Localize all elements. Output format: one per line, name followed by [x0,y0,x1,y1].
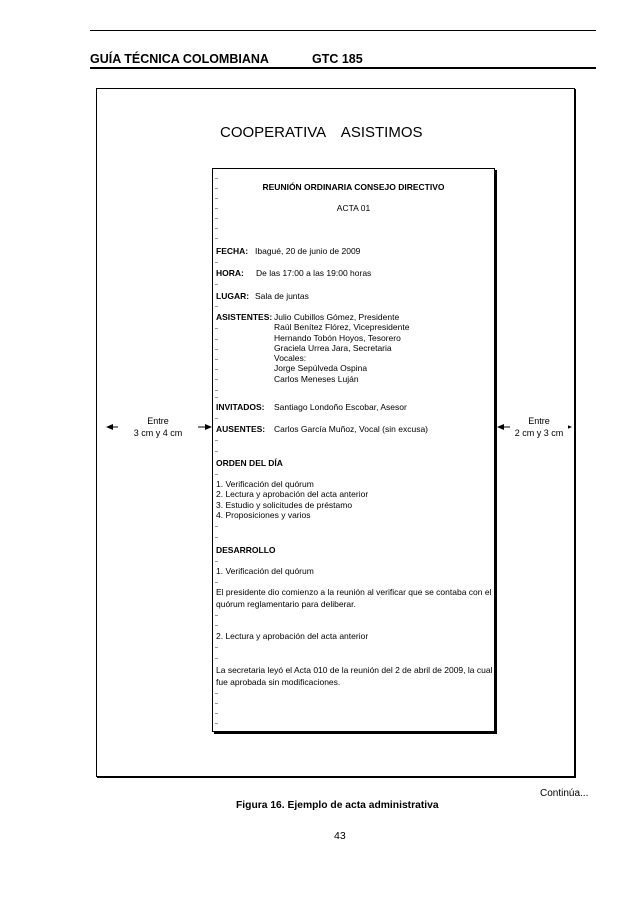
blank-line-marker [215,451,218,452]
blank-line-marker [215,188,218,189]
guide-code: GTC 185 [312,52,363,66]
header-bottom-rule [90,67,596,69]
desarrollo-section-title: 1. Verificación del quórum [216,566,314,576]
right-margin-label-line2: 2 cm y 3 cm [514,428,564,438]
blank-line-marker [215,526,218,527]
blank-line-marker [215,379,218,380]
asistente-item: Vocales: [274,353,307,364]
blank-line-marker [215,284,218,285]
blank-line-marker [215,418,218,419]
blank-line-marker [215,582,218,583]
blank-line-marker [215,703,218,704]
blank-line-marker [215,228,218,229]
blank-line-marker [215,369,218,370]
blank-line-marker [215,359,218,360]
blank-line-marker [215,658,218,659]
hora-value: De las 17:00 a las 19:00 horas [256,268,372,278]
paragraph-line: La secretaria leyó el Acta 010 de la reunión del 2 de abril de 2009, la cual [216,665,493,675]
blank-line-marker [215,615,218,616]
desarrollo-section-title: 2. Lectura y aprobación del acta anterior [216,631,369,641]
agenda-item: 1. Verificación del quórum [216,479,314,489]
hora-label: HORA: [216,268,244,278]
blank-line-marker [215,262,218,263]
blank-line-marker [215,218,218,219]
left-margin-label-line1: Entre [147,416,169,426]
blank-line-marker [215,198,218,199]
invitados-value: Santiago Londoño Escobar, Asesor [274,402,407,412]
left-margin-label [118,415,198,439]
left-margin-label-line2: 3 cm y 4 cm [133,428,183,438]
paragraph-line: quórum reglamentario para deliberar. [216,599,356,609]
blank-line-marker [215,339,218,340]
continues-note: Continúa... [540,788,589,799]
right-margin-label [510,415,568,439]
blank-line-marker [215,397,218,398]
paragraph-line: El presidente dio comienzo a la reunión al verificar que se contaba con el [216,587,492,597]
ausentes-value: Carlos García Muñoz, Vocal (sin excusa) [274,424,429,434]
orden-del-dia-list [216,479,368,521]
asistente-item: Carlos Meneses Luján [274,373,359,384]
guide-title: GUÍA TÉCNICA COLOMBIANA [90,52,269,66]
lugar-label: LUGAR: [216,291,250,301]
desarrollo-section-paragraph [216,664,492,688]
orden-del-dia-heading: ORDEN DEL DÍA [216,458,283,468]
right-margin-label-line1: Entre [528,416,550,426]
acta-document [212,168,495,732]
acta-number: ACTA 01 [336,203,371,213]
paragraph-line: fue aprobada sin modificaciones. [216,677,341,687]
agenda-item: 4. Proposiciones y varios [216,510,311,521]
asistente-item: Hernando Tobón Hoyos, Tesorero [274,332,401,343]
blank-line-marker [215,625,218,626]
blank-line-marker [215,390,218,391]
invitados-label: INVITADOS: [216,402,265,412]
ausentes-label: AUSENTES: [216,424,266,434]
fecha-value: Ibagué, 20 de junio de 2009 [255,246,361,256]
header-top-rule [90,30,596,31]
page-number: 43 [334,830,346,842]
blank-line-marker [215,713,218,714]
blank-line-marker [215,561,218,562]
desarrollo-heading: DESARROLLO [216,545,276,555]
fecha-label: FECHA: [216,246,249,256]
blank-line-marker [215,537,218,538]
blank-line-marker [215,723,218,724]
blank-line-marker [215,693,218,694]
blank-line-marker [215,474,218,475]
blank-line-marker [215,440,218,441]
asistente-item: Jorge Sepúlveda Ospina [274,363,368,374]
desarrollo-section-paragraph [216,586,491,610]
blank-line-marker [215,328,218,329]
agenda-item: 3. Estudio y solicitudes de préstamo [216,499,353,510]
blank-line-marker [215,208,218,209]
meeting-title: REUNIÓN ORDINARIA CONSEJO DIRECTIVO [262,182,445,192]
blank-line-marker [215,349,218,350]
asistentes-label: ASISTENTES: [216,312,273,322]
blank-line-marker [215,647,218,648]
blank-line-marker [215,178,218,179]
asistente-item: Graciela Urrea Jara, Secretaria [274,342,392,353]
blank-line-marker [215,306,218,307]
asistentes-list [274,312,409,384]
agenda-item: 2. Lectura y aprobación del acta anterior [216,489,369,500]
lugar-value: Sala de juntas [255,291,309,301]
figure-caption: Figura 16. Ejemplo de acta administrativa [236,800,439,811]
organization-name: COOPERATIVA ASISTIMOS [220,124,423,141]
asistente-item: Julio Cubillos Gómez, Presidente [274,312,400,322]
asistente-item: Raúl Benítez Flórez, Vicepresidente [274,322,410,333]
blank-line-marker [215,238,218,239]
